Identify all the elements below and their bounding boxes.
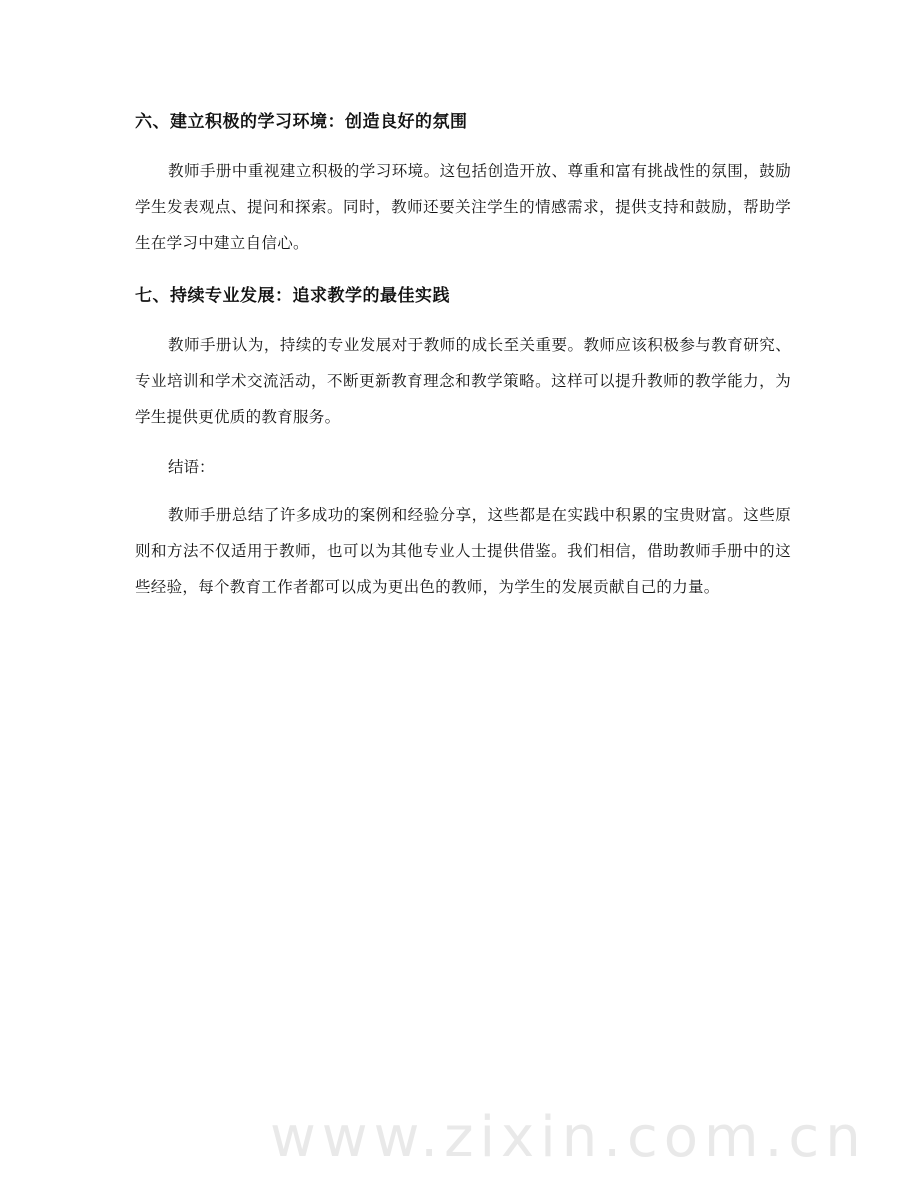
conclusion-paragraph: 教师手册总结了许多成功的案例和经验分享，这些都是在实践中积累的宝贵财富。这些原则和方法不仅适用于教师，也可以为其他专业人士提供借鉴。我们相信，借助教师手册中的这些经验，每个教育工作者都可以成为更出色的教师，为学生的发展贡献自己的力量。 <box>135 506 791 596</box>
section-heading-6: 六、建立积极的学习环境：创造良好的氛围 <box>135 112 468 132</box>
conclusion-label: 结语： <box>168 458 215 476</box>
watermark: www.zixin.com.cn <box>270 1105 867 1170</box>
section-paragraph-7: 教师手册认为，持续的专业发展对于教师的成长至关重要。教师应该积极参与教育研究、专业培训和学术交流活动，不断更新教育理念和教学策略。这样可以提升教师的教学能力，为学生提供更优质的教育服务。 <box>135 336 791 426</box>
section-paragraph-6: 教师手册中重视建立积极的学习环境。这包括创造开放、尊重和富有挑战性的氛围，鼓励学生发表观点、提问和探索。同时，教师还要关注学生的情感需求，提供支持和鼓励，帮助学生在学习中建立自信心。 <box>135 162 791 252</box>
section-heading-7: 七、持续专业发展：追求教学的最佳实践 <box>135 286 450 306</box>
